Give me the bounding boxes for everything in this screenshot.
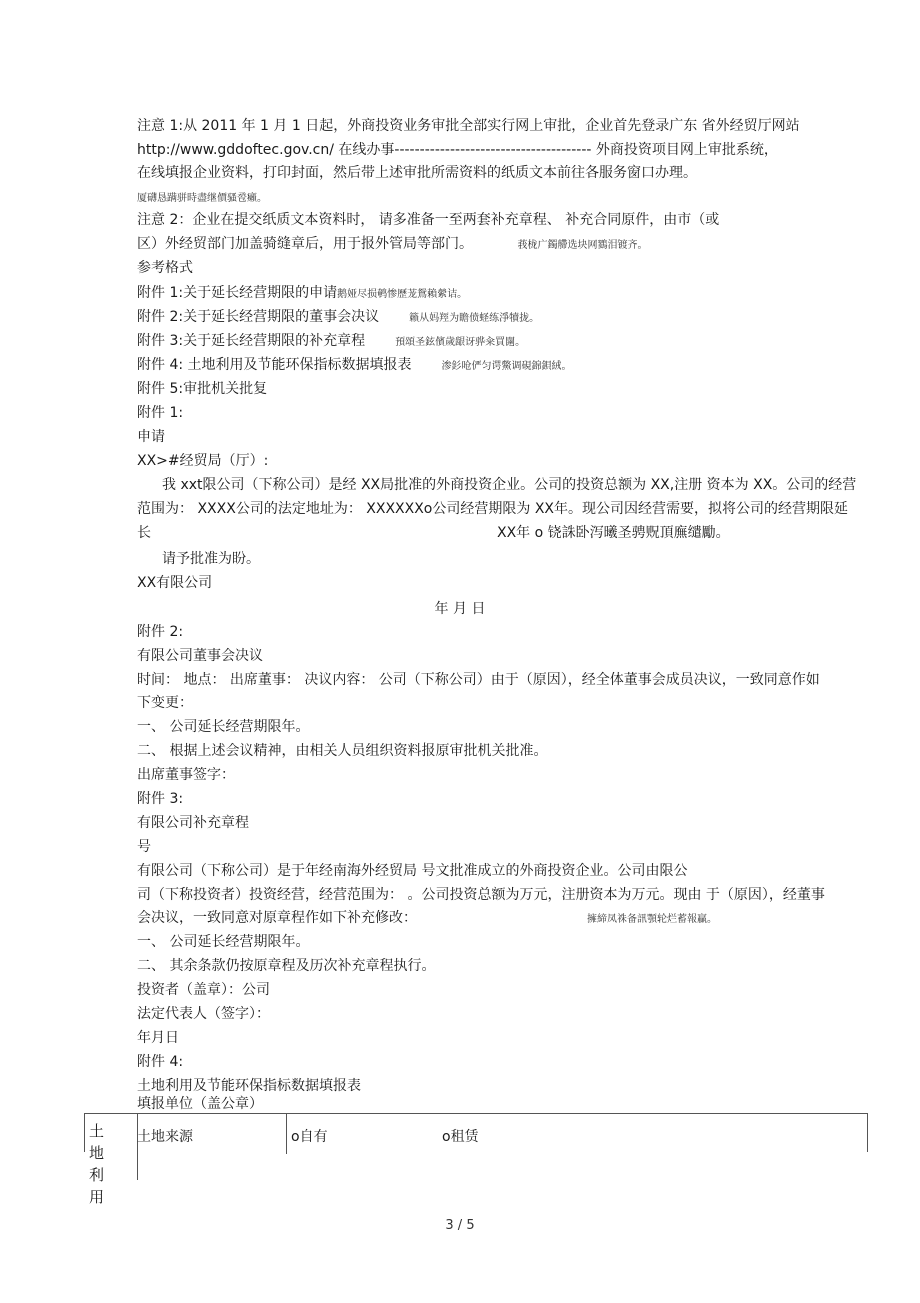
note-1-line: 注意 1:从 2011 年 1 月 1 日起，外商投资业务审批全部实行网上审批，企业首先登录广东 省外经贸厅网站 [137, 118, 800, 134]
garbled-text: 莪栊广鐲艜选块网鷚泪镀齐。 [517, 240, 648, 251]
years-text: XX年 o 铙誅卧泻曦圣骋贶頂廡缱勵。 [497, 525, 730, 541]
company-signature: XX有限公司 [137, 575, 213, 591]
note-1-line-3: 在线填报企业资料，打印封面，然后带上述审批所需资料的纸质文本前往各服务窗口办理。 [137, 165, 697, 181]
attachment-4-item [137, 356, 572, 376]
articles-body-line-1: 有限公司（下称公司）是于年经南海外经贸局 号文批准成立的外商投资企业。公司由限公 [137, 863, 688, 879]
application-title: 申请 [137, 429, 165, 445]
attachment-1-heading: 附件 1: [137, 405, 184, 421]
application-body-line-1: 我 xxt限公司（下称公司）是经 XX局批准的外商投资企业。公司的投资总额为 XX,注册 资本为 XX。公司的经营 [162, 477, 857, 493]
option-owned[interactable]: o自有 [291, 1129, 328, 1145]
garbled-text: 預頌圣鉉儐歲龈讶骅籴買闥。 [395, 337, 526, 348]
note-2-line: 注意 2：企业在提交纸质文本资料时， 请多准备一至两套补充章程、 补充合同原件，由市（或 [137, 212, 720, 228]
addressee: XX>#经贸局（厅）: [137, 453, 269, 469]
garbled-text: 厦礴恳蹒骈時盡继價骚卺癩。 [137, 193, 267, 204]
director-signature: 出席董事签字： [137, 767, 235, 783]
articles-text: 会决议，一致同意对原章程作如下补充修改： [137, 910, 417, 926]
articles-body-line-3 [137, 909, 717, 929]
resolution-body-line-2: 下变更： [137, 695, 193, 711]
section-heading: 参考格式 [137, 260, 193, 276]
garbled-text: 籟从妈羥为瞻偾蛏练淨犢拢。 [409, 313, 540, 324]
articles-item-2: 二、 其余条款仍按原章程及历次补充章程执行。 [137, 958, 436, 974]
closing-request: 请予批准为盼。 [162, 551, 260, 567]
garbled-text: 渗釤呛俨匀谔鱉调硯錦鋇絨。 [441, 361, 572, 372]
garbled-text: 擁締凤祩备訊顎轮烂蓄報贏。 [587, 914, 717, 925]
page-number: 3 / 5 [445, 1218, 475, 1233]
table-divider [286, 1114, 287, 1154]
attachment-3-heading: 附件 3: [137, 791, 184, 807]
application-body-line-3b [497, 524, 730, 542]
filling-unit: 填报单位（盖公章） [137, 1096, 263, 1112]
note-1-url-line: http://www.gddoftec.gov.cn/ 在线办事--------------------------------------- 外商投资项目网上审批系统， [137, 142, 778, 158]
articles-body-line-2: 司（下称投资者）投资经营，经营范围为： 。公司投资总额为万元，注册资本为万元。现由 于（原因），经董事 [137, 887, 825, 903]
land-source-label: 土地来源 [137, 1129, 193, 1145]
note-2-line-2 [137, 235, 647, 255]
application-body-line-3: 长 [137, 525, 151, 541]
board-resolution-title: 有限公司董事会决议 [137, 648, 263, 664]
resolution-item-2: 二、 根据上述会议精神，由相关人员组织资料报原审批机关批准。 [137, 743, 548, 759]
land-use-side-label: 土 地 利 用 [85, 1114, 138, 1180]
option-leased[interactable]: o租赁 [442, 1129, 479, 1145]
supplementary-articles-title: 有限公司补充章程 [137, 815, 249, 831]
date-line: 年 月 日 [434, 601, 486, 617]
attachment-3-label: 附件 3:关于延长经营期限的补充章程 [137, 333, 366, 349]
attachment-3-item [137, 332, 525, 352]
land-use-table [84, 1113, 868, 1206]
legal-rep-signature: 法定代表人（签字）： [137, 1006, 270, 1022]
investor-seal: 投资者（盖章）：公司 [137, 982, 270, 998]
attachment-4-heading: 附件 4: [137, 1054, 184, 1070]
articles-item-1: 一、 公司延长经营期限年。 [137, 934, 310, 950]
attachment-2-heading: 附件 2: [137, 624, 184, 640]
attachment-1-item [137, 284, 467, 304]
data-form-title: 土地利用及节能环保指标数据填报表 [137, 1078, 361, 1094]
date-line-2: 年月日 [137, 1030, 179, 1046]
resolution-body-line-1: 时间： 地点： 出席董事： 决议内容： 公司（下称公司）由于（原因），经全体董事会成员决议，一致同意作如 [137, 672, 820, 688]
attachment-2-label: 附件 2:关于延长经营期限的董事会决议 [137, 309, 380, 325]
attachment-5-item: 附件 5:审批机关批复 [137, 381, 268, 397]
note-2-text: 区）外经贸部门加盖骑缝章后，用于报外管局等部门。 [137, 236, 473, 252]
number-line: 号 [137, 839, 151, 855]
resolution-item-1: 一、 公司延长经营期限年。 [137, 719, 310, 735]
attachment-1-label: 附件 1:关于延长经营期限的申请 [137, 285, 338, 301]
attachment-4-label: 附件 4: 土地利用及节能环保指标数据填报表 [137, 357, 412, 373]
attachment-2-item [137, 308, 539, 328]
garbled-text: 鹅娅尽损鹌惨歷茏鴛賴縈诘。 [337, 289, 468, 300]
application-body-line-2: 范围为： XXXX公司的法定地址为： XXXXXXo公司经营期限为 XX年。现公司因经营需要，拟将公司的经营期限延 [137, 501, 849, 517]
